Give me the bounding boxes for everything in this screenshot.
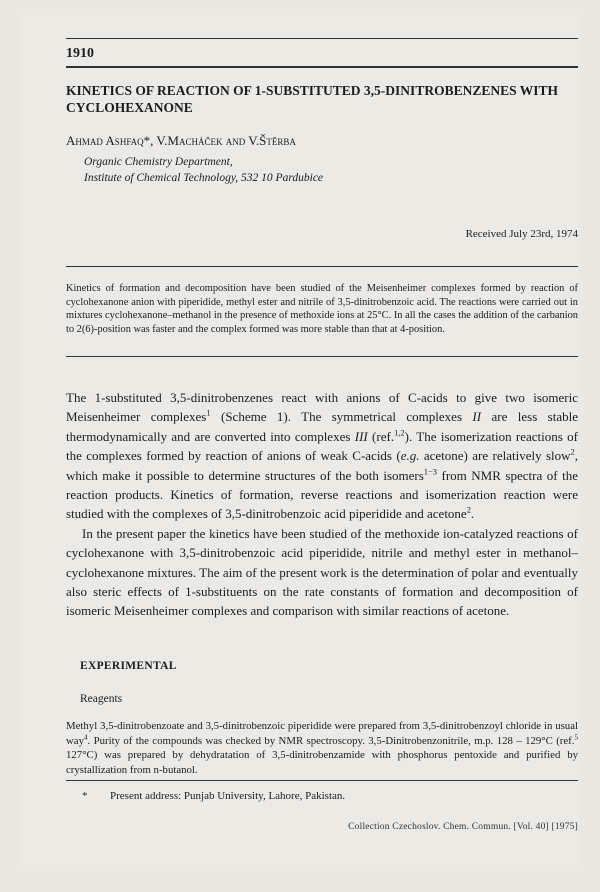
journal-citation: Collection Czechoslov. Chem. Commun. [Vol. 40] [1975] — [348, 822, 578, 832]
intro-paragraph-1: The 1-substituted 3,5-dinitrobenzenes react with anions of C-acids to give two isomeric Meisenheimer complexes$^1$ (Scheme 1). The symmetrical complexes II are less stable thermodynamically and are converted into complexes III (ref.$^{1,2}$). The isomerization reactions of the complexes formed by reaction of anions of weak C-acids (e.g. acetone) are relatively slow$^2$, which make it possible to determine structures of the both isomers$^{1-3}$ from NMR spectra of the reaction products. Kinetics of formation, reverse reactions and isomerization reaction were studied with the complexes of 3,5-dinitrobenzoic acid piperidide and acetone$^2$. — [66, 390, 578, 522]
section-heading-experimental: EXPERIMENTAL — [80, 660, 177, 672]
page-number: 1910 — [66, 46, 94, 61]
intro-paragraph-2: In the present paper the kinetics have been studied of the methoxide ion-catalyzed reactions of cyclohexanone with 3,5-dinitrobenzoic acid piperidide, nitrile and methyl ester in methanol–cyclohexanone mixtures. The aim of the present work is the determination of polar and eventually also steric effects of 1-substituents on the rate constants of formation and decomposition of isomeric Meisenheimer complexes and comparison with similar reactions of acetone. — [66, 525, 578, 619]
article-title: KINETICS OF REACTION OF 1-SUBSTITUTED 3,5-DINITROBENZENES WITH CYCLOHEXANONE — [66, 83, 558, 115]
affiliation-line-1: Organic Chemistry Department, — [84, 156, 233, 168]
abstract-bottom-rule — [66, 356, 578, 357]
footnote — [82, 790, 345, 802]
introduction — [66, 388, 578, 621]
abstract-top-rule — [66, 266, 578, 267]
footnote-mark: * — [82, 790, 88, 802]
reference-mark: 1 — [206, 408, 211, 419]
reference-mark: 2 — [466, 505, 471, 516]
reference-mark: 5 — [574, 733, 578, 741]
affiliation — [84, 154, 323, 186]
top-thin-rule — [66, 38, 578, 39]
affiliation-line-2: Institute of Chemical Technology, 532 10 Pardubice — [84, 172, 324, 184]
footnote-text: Present address: Punjab University, Lahore, Pakistan. — [110, 790, 346, 802]
abstract: Kinetics of formation and decomposition have been studied of the Meisenheimer complexes formed by reaction of cyclohexanone anion with piperidide, methyl ester and nitrile of 3,5-dinitrobenzoic acid. The reactions were carried out in mixtures cyclohexanone–methanol in the presence of methoxide ions at 25°C. In all the cases the addition of the carbanion to 2(6)-position was faster and the complex formed was more stable than that at 4-position. — [66, 283, 578, 335]
reference-mark: 1,2 — [394, 427, 405, 438]
reference-mark: 4 — [84, 733, 88, 741]
reference-mark: 1−3 — [423, 466, 437, 477]
journal-page — [22, 10, 578, 870]
header-rule — [66, 66, 578, 68]
footnote-rule — [66, 780, 578, 781]
subsection-heading-reagents: Reagents — [80, 693, 123, 705]
received-date: Received July 23rd, 1974 — [465, 228, 578, 240]
reference-mark: 2 — [570, 446, 575, 457]
reagents-paragraph: Methyl 3,5-dinitrobenzoate and 3,5-dinitrobenzoic piperidide were prepared from 3,5-dinitrobenzoyl chloride in usual way$^4$. Purity of the compounds was checked by NMR spectroscopy. 3,5-Dinitrobenzonitrile, m.p. 128 – 129°C (ref.$^5$ 127°C) was prepared by dehydratation of 3,5-dinitrobenzamide with phosphorus pentoxide and purified by crystallization from n-butanol. — [66, 720, 578, 776]
authors: Ahmad Ashfaq*, V.Macháček and V.Štěrba — [66, 133, 296, 148]
